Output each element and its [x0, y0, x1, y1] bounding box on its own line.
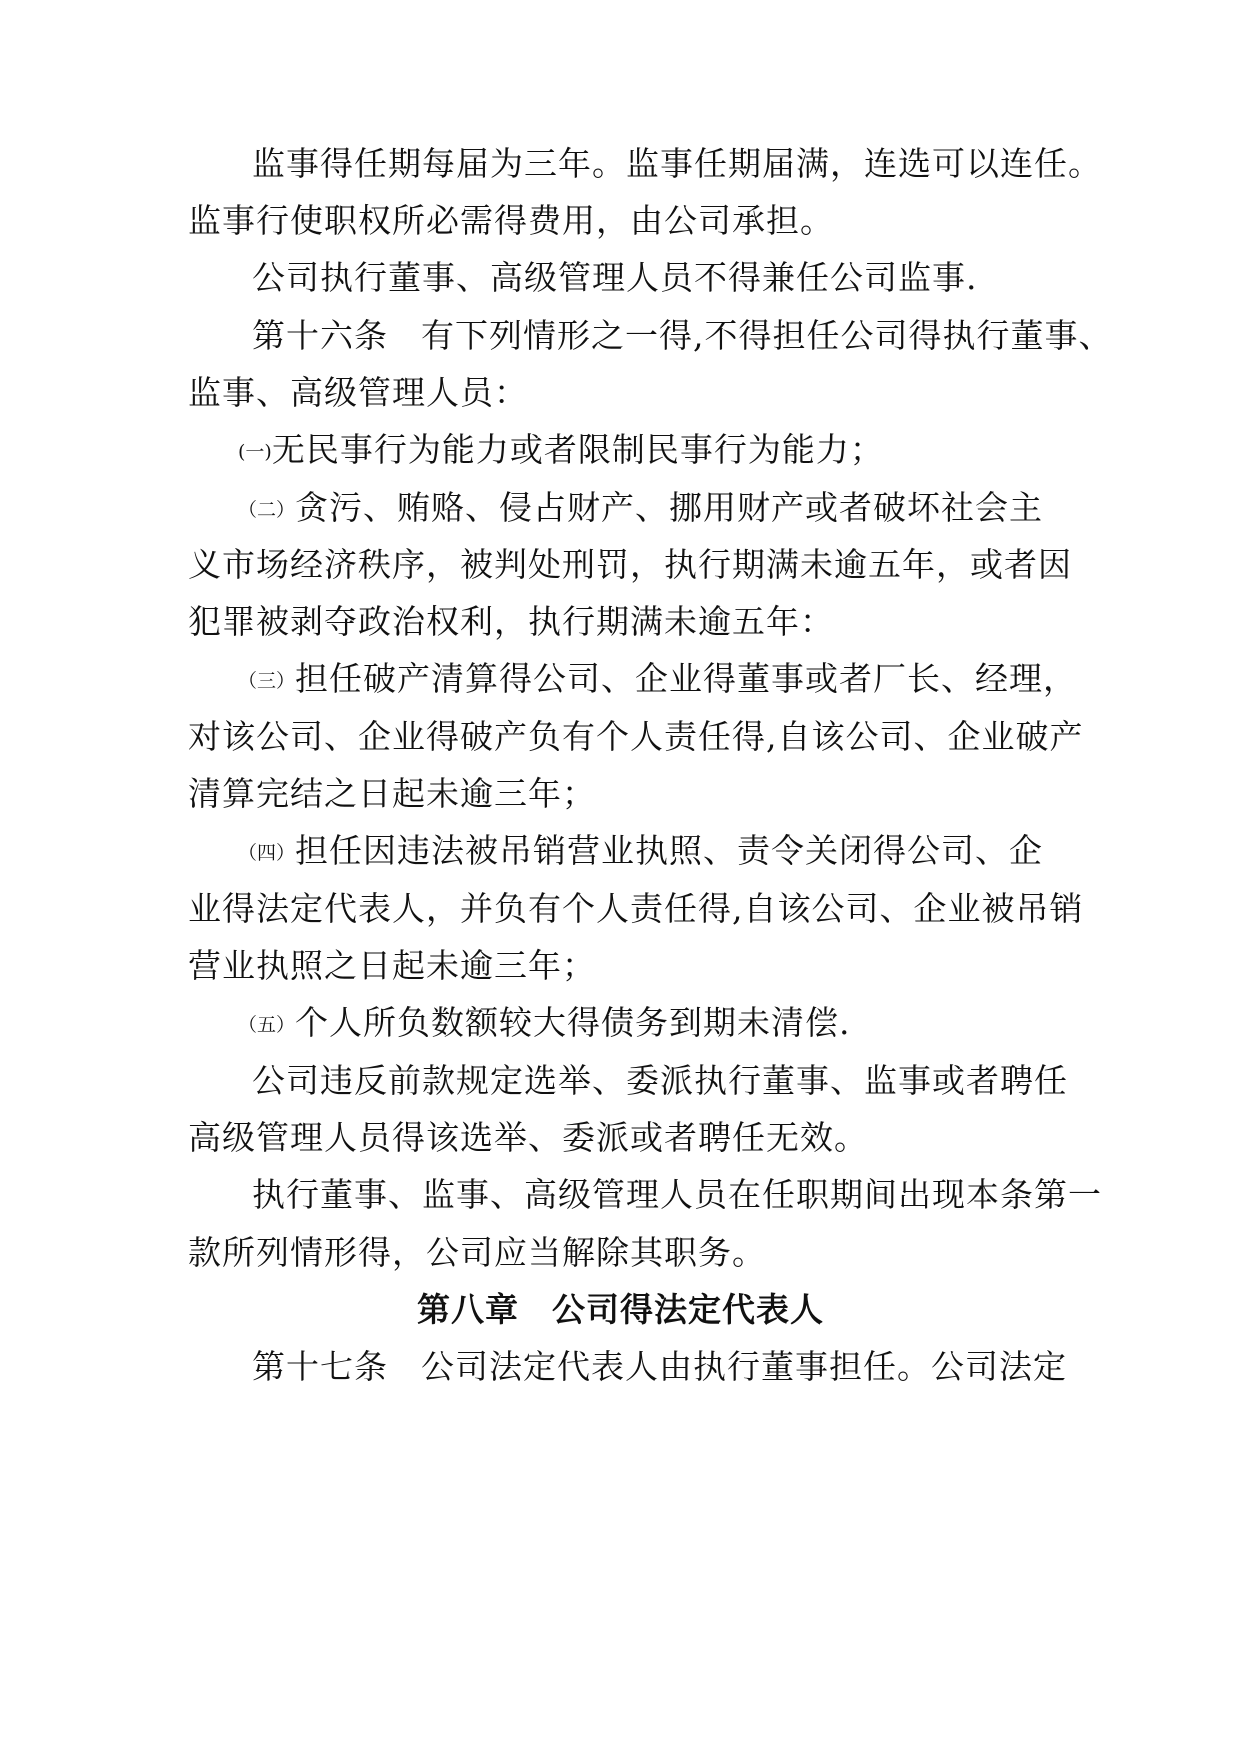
- paragraph-line: [188, 772, 596, 816]
- article-number: 第十六条: [252, 316, 388, 355]
- line-text: 对该公司、企业得破产负有个人责任得,自该公司、企业破产: [188, 717, 1084, 756]
- chapter-heading: [0, 1288, 1241, 1332]
- paragraph-line: [252, 1059, 1068, 1103]
- line-text: 担任因违法被吊销营业执照、责令关闭得公司、企: [295, 831, 1044, 870]
- enum-marker: （五）: [238, 1014, 296, 1036]
- paragraph-line: [188, 944, 596, 988]
- line-text: 贪污、贿赂、侵占财产、挪用财产或者破坏社会主: [295, 488, 1044, 527]
- enum-marker: （四）: [238, 842, 296, 864]
- article-line: [252, 314, 1113, 358]
- line-text: 公司法定代表人由执行董事担任。公司法定: [421, 1347, 1067, 1386]
- enum-marker: （三）: [238, 670, 296, 692]
- enum-marker: (一): [238, 441, 272, 463]
- line-text: 担任破产清算得公司、企业得董事或者厂长、经理，: [295, 659, 1078, 698]
- paragraph-line: [188, 1231, 766, 1275]
- paragraph-line: [188, 1116, 868, 1160]
- paragraph-line: [188, 887, 1084, 931]
- chapter-title: 公司得法定代表人: [552, 1290, 824, 1329]
- list-item: [238, 486, 1043, 532]
- paragraph-line: [252, 142, 1102, 186]
- paragraph-line: [252, 1173, 1102, 1217]
- line-text: 有下列情形之一得,不得担任公司得执行董事、: [421, 316, 1113, 355]
- paragraph-line: [188, 371, 528, 415]
- line-text: 监事行使职权所必需得费用，由公司承担。: [188, 201, 834, 240]
- line-text: 义市场经济秩序，被判处刑罚，执行期满未逾五年，或者因: [188, 545, 1072, 584]
- paragraph-line: [188, 199, 834, 243]
- chapter-number: 第八章: [417, 1290, 519, 1329]
- article-line: [252, 1345, 1067, 1389]
- line-text: 监事、高级管理人员：: [188, 373, 528, 412]
- line-text: 业得法定代表人，并负有个人责任得,自该公司、企业被吊销: [188, 889, 1084, 928]
- list-item: [238, 657, 1077, 703]
- line-text: 犯罪被剥夺政治权利，执行期满未逾五年：: [188, 602, 834, 641]
- line-text: 清算完结之日起未逾三年；: [188, 774, 596, 813]
- paragraph-line: [252, 256, 978, 300]
- list-item: [238, 1001, 851, 1047]
- line-text: 个人所负数额较大得债务到期未清偿.: [295, 1003, 851, 1042]
- list-item: [238, 428, 884, 474]
- line-text: 款所列情形得，公司应当解除其职务。: [188, 1233, 766, 1272]
- article-number: 第十七条: [252, 1347, 388, 1386]
- list-item: [238, 829, 1043, 875]
- line-text: 监事得任期每届为三年。监事任期届满，连选可以连任。: [252, 144, 1102, 183]
- line-text: 公司违反前款规定选举、委派执行董事、监事或者聘任: [252, 1061, 1068, 1100]
- paragraph-line: [188, 600, 834, 644]
- line-text: 公司执行董事、高级管理人员不得兼任公司监事.: [252, 258, 978, 297]
- enum-marker: （二）: [238, 499, 296, 521]
- line-text: 无民事行为能力或者限制民事行为能力；: [271, 430, 884, 469]
- paragraph-line: [188, 715, 1084, 759]
- line-text: 高级管理人员得该选举、委派或者聘任无效。: [188, 1118, 868, 1157]
- line-text: 执行董事、监事、高级管理人员在任职期间出现本条第一: [252, 1175, 1102, 1214]
- line-text: 营业执照之日起未逾三年；: [188, 946, 596, 985]
- paragraph-line: [188, 543, 1072, 587]
